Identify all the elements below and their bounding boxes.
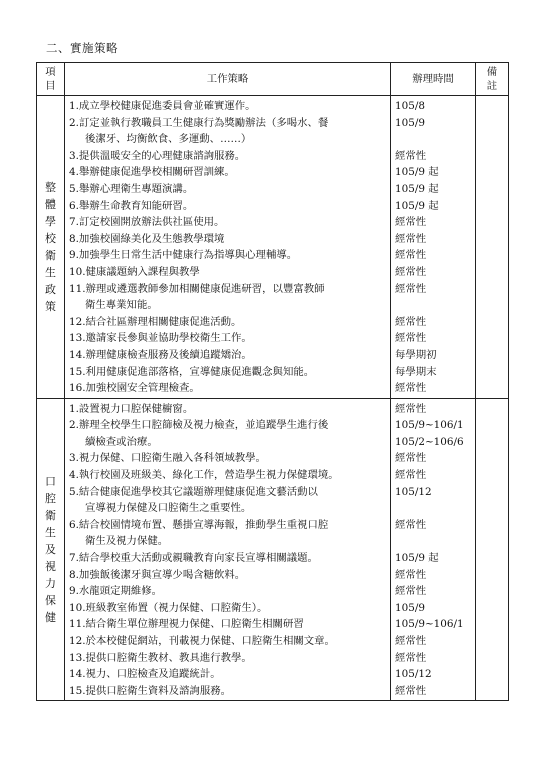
time-value: 每學期末 (395, 365, 437, 378)
time-value (395, 297, 475, 314)
table-header-row (37, 63, 509, 96)
strategy-item: 9.水龍頭定期維修。 (69, 585, 163, 598)
category-char: 整 (45, 180, 56, 194)
time-value: 105/2~106/6 (395, 435, 464, 448)
strategy-item: 1.成立學校健康促進委員會並確實運作。 (69, 100, 256, 112)
time-value (395, 131, 475, 148)
header-note-line: 備 (486, 66, 498, 78)
category-char: 視 (45, 560, 56, 574)
strategy-item: 16.加強校園安全管理檢查。 (69, 382, 200, 395)
category-char: 口 (45, 475, 56, 489)
time-value (395, 500, 475, 517)
strategy-item: 13.提供口腔衛生教材、教具進行教學。 (69, 651, 252, 664)
category-char: 學 (45, 214, 56, 228)
strategy-item: 10.班級教室佈置（視力保健、口腔衛生）。 (69, 601, 268, 614)
strategy-item: 3.提供溫暖安全的心理健康諮詢服務。 (69, 149, 246, 162)
category-char: 健 (45, 611, 56, 625)
category-char: 體 (45, 197, 56, 211)
time-value (395, 533, 475, 550)
strategy-item: 11.結合衛生單位辦理視力保健、口腔衛生相關研習 (69, 618, 304, 631)
time-value: 105/8 (395, 100, 425, 112)
time-value: 經常性 (395, 651, 427, 664)
time-value: 經常性 (395, 216, 427, 229)
strategy-item: 2.訂定並執行教職員工生健康行為獎勵辦法（多喝水、餐 (69, 116, 329, 129)
strategy-table (36, 62, 509, 701)
header-item-line: 項 (45, 66, 56, 78)
strategy-item: 7.結合學校重大活動或親職教育向家長宣導相關議題。 (69, 552, 318, 565)
category-char: 生 (45, 526, 56, 540)
strategy-item: 續檢查或治療。 (85, 435, 158, 448)
header-note (476, 63, 509, 96)
time-value: 經常性 (395, 402, 427, 415)
strategy-item: 15.提供口腔衛生資料及諮詢服務。 (69, 684, 231, 697)
strategy-item: 5.舉辦心理衛生專題演講。 (69, 182, 194, 195)
time-value: 105/9 起 (395, 199, 439, 212)
time-value: 經常性 (395, 382, 427, 395)
time-value: 經常性 (395, 635, 427, 647)
strategy-item: 6.舉辦生命教育知能研習。 (69, 199, 194, 212)
time-value: 105/9~106/1 (395, 618, 464, 631)
header-time: 辦理時間 (391, 63, 476, 96)
strategy-item: 10.健康議題納入課程與教學 (69, 265, 200, 278)
header-item-line: 目 (45, 80, 56, 92)
category-char: 衛 (45, 509, 56, 523)
strategy-list-cell (65, 96, 391, 399)
strategy-item: 5.結合健康促進學校其它議題辦理健康促進文藝活動以 (69, 485, 318, 498)
category-char: 政 (45, 282, 56, 296)
header-note-line: 註 (486, 80, 498, 92)
time-value: 經常性 (395, 452, 427, 465)
category-char: 衛 (45, 248, 56, 262)
time-value: 經常性 (395, 265, 427, 278)
time-value: 105/9 起 (395, 552, 439, 565)
time-list-cell (391, 398, 476, 701)
strategy-item: 8.加強飯後潔牙與宣導少喝含糖飲料。 (69, 568, 246, 581)
strategy-item: 4.舉辦健康促進學校相關研習訓練。 (69, 166, 235, 179)
category-cell (37, 398, 65, 701)
time-value: 經常性 (395, 149, 427, 162)
section-row (37, 96, 509, 399)
strategy-item: 3.視力保健、口腔衛生融入各科領域教學。 (69, 452, 266, 465)
strategy-list-cell (65, 398, 391, 701)
note-cell (476, 96, 509, 399)
category-char: 生 (45, 265, 56, 279)
strategy-item: 4.執行校園及班級美、綠化工作，營造學生視力保健環境。 (69, 469, 339, 482)
section-heading: 二、實施策略 (46, 41, 118, 55)
strategy-item: 12.於本校健促網站，刊載視力保健、口腔衛生相關文章。 (69, 635, 335, 647)
header-strategy: 工作策略 (65, 63, 391, 96)
category-char: 及 (45, 543, 56, 557)
strategy-item: 13.邀請家長參與並協助學校衛生工作。 (69, 332, 252, 345)
strategy-item: 6.結合校園情境布置、懸掛宣導海報，推動學生重視口腔 (69, 518, 329, 531)
time-value: 經常性 (395, 469, 427, 482)
time-value: 105/9~106/1 (395, 419, 464, 432)
strategy-item: 衛生專業知能。 (85, 299, 158, 312)
time-value: 經常性 (395, 684, 427, 697)
strategy-item: 9.加強學生日常生活中健康行為指導與心理輔導。 (69, 249, 298, 262)
category-char: 校 (45, 231, 56, 245)
time-value: 經常性 (395, 232, 427, 245)
time-value: 經常性 (395, 518, 427, 531)
strategy-item: 11.辦理或遴選教師參加相關健康促進研習，以豐富教師 (69, 282, 325, 295)
strategy-item: 宣導視力保健及口腔衛生之重要性。 (85, 502, 252, 515)
strategy-item: 2.辦理全校學生口腔篩檢及視力檢查，並追蹤學生進行後 (69, 419, 329, 432)
time-value: 105/9 (395, 116, 425, 129)
strategy-item: 7.訂定校園開放辦法供社區使用。 (69, 216, 225, 229)
time-value: 經常性 (395, 282, 427, 295)
category-cell (37, 96, 65, 399)
time-value: 105/12 (395, 485, 432, 498)
strategy-item: 後潔牙、均衡飲食、多運動、……） (85, 133, 252, 146)
time-value: 105/9 (395, 601, 425, 614)
time-value: 105/9 起 (395, 166, 439, 179)
time-value: 經常性 (395, 315, 427, 328)
category-char: 腔 (45, 492, 56, 506)
section-row (37, 398, 509, 701)
time-value: 105/9 起 (395, 182, 439, 195)
note-cell (476, 398, 509, 701)
time-value: 經常性 (395, 585, 427, 598)
strategy-item: 8.加強校園綠美化及生態教學環境 (69, 232, 225, 245)
time-list-cell (391, 96, 476, 399)
time-value: 經常性 (395, 249, 427, 262)
category-char: 力 (45, 577, 56, 591)
strategy-item: 14.辦理健康檢查服務及後續追蹤矯治。 (69, 348, 252, 361)
time-value: 經常性 (395, 332, 427, 345)
strategy-item: 12.結合社區辦理相關健康促進活動。 (69, 315, 242, 328)
category-char: 保 (45, 594, 56, 608)
time-value: 經常性 (395, 568, 427, 581)
strategy-item: 衛生及視力保健。 (85, 535, 169, 548)
category-char: 策 (45, 299, 56, 313)
strategy-item: 15.利用健康促進部落格，宣導健康促進觀念與知能。 (69, 365, 315, 378)
strategy-item: 1.設置視力口腔保健櫥窗。 (69, 402, 194, 415)
time-value: 每學期初 (395, 348, 437, 361)
time-value: 105/12 (395, 668, 432, 681)
strategy-item: 14.視力、口腔檢查及追蹤統計。 (69, 668, 221, 681)
header-item (37, 63, 65, 96)
